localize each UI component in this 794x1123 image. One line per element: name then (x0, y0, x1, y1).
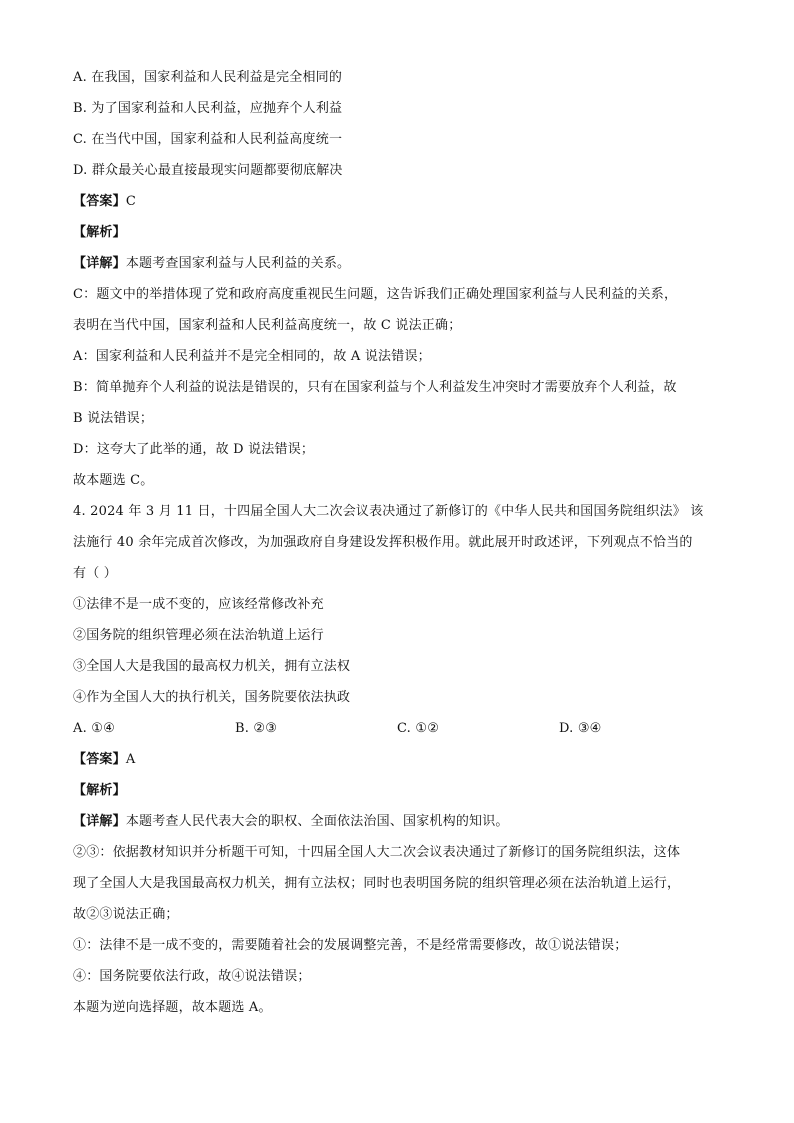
q3-detail-line: 【详解】本题考查国家利益与人民利益的关系。 (73, 256, 351, 271)
q4-option-a: A. ①④ (73, 721, 115, 736)
q3-option-a: A. 在我国，国家利益和人民利益是完全相同的 (73, 70, 343, 85)
answer-tag: 【答案】 (73, 752, 126, 767)
detail-tag: 【详解】 (73, 256, 126, 271)
q3-detail-line: A：国家利益和人民利益并不是完全相同的，故 A 说法错误； (73, 349, 431, 364)
q4-detail-line: 现了全国人大是我国最高权力机关，拥有立法权；同时也表明国务院的组织管理必须在法治轨道上运行， (73, 876, 681, 891)
q3-detail-line: B：简单抛弃个人利益的说法是错误的，只有在国家利益与个人利益发生冲突时才需要放弃个人利益，故 (73, 380, 677, 395)
q4-stem-line: 有（ ） (73, 566, 117, 581)
q3-detail-line: B 说法错误； (73, 411, 154, 426)
q3-answer (73, 186, 723, 217)
q4-statement: ②国务院的组织管理必须在法治轨道上运行 (73, 628, 324, 643)
q4-detail-line: 故②③说法正确； (73, 907, 179, 922)
detail-tag: 【详解】 (73, 814, 126, 829)
q4-statement: ④作为全国人大的执行机关，国务院要依法执政 (73, 690, 351, 705)
q4-option-b: B. ②③ (235, 721, 278, 736)
q4-statement: ①法律不是一成不变的，应该经常修改补充 (73, 597, 324, 612)
q4-option-d: D. ③④ (559, 721, 602, 736)
q4-option-c: C. ①② (397, 721, 440, 736)
q3-option-d: D. 群众最关心最直接最现实问题都要彻底解决 (73, 163, 343, 178)
q4-detail-line: ④：国务院要依法行政，故④说法错误； (73, 969, 311, 984)
q4-stem-line: 法施行 40 余年完成首次修改，为加强政府自身建设发挥积极作用。就此展开时政述评，下列观点不恰当的 (73, 535, 693, 550)
q3-detail-line: C：题文中的举措体现了党和政府高度重视民生问题，这告诉我们正确处理国家利益与人民利益的关系， (73, 287, 678, 302)
q3-analysis-tag: 【解析】 (73, 225, 126, 240)
answer-tag: 【答案】 (73, 194, 126, 209)
q4-detail-line: 【详解】本题考查人民代表大会的职权、全面依法治国、国家机构的知识。 (73, 814, 509, 829)
q3-detail-line: 故本题选 C。 (73, 473, 154, 488)
q3-option-b: B. 为了国家利益和人民利益，应抛弃个人利益 (73, 101, 343, 116)
q4-options (73, 713, 723, 744)
q4-detail-line: ②③：依据教材知识并分析题干可知，十四届全国人大二次会议表决通过了新修订的国务院组织法，这体 (73, 845, 681, 860)
q4-statement: ③全国人大是我国的最高权力机关，拥有立法权 (73, 659, 351, 674)
q4-detail-line: 本题为逆向选择题，故本题选 A。 (73, 1000, 272, 1015)
q3-detail-line: D：这夸大了此举的通，故 D 说法错误； (73, 442, 315, 457)
q4-answer (73, 744, 723, 775)
q4-detail-line: ①：法律不是一成不变的，需要随着社会的发展调整完善，不是经常需要修改，故①说法错误； (73, 938, 628, 953)
q3-detail-line: 表明在当代中国，国家利益和人民利益高度统一，故 C 说法正确； (73, 318, 462, 333)
document-page (73, 62, 723, 1023)
q3-option-c: C. 在当代中国，国家利益和人民利益高度统一 (73, 132, 343, 147)
q4-analysis-tag: 【解析】 (73, 783, 126, 798)
q4-stem-line: 4. 2024 年 3 月 11 日，十四届全国人大二次会议表决通过了新修订的《中华人民共和国国务院组织法》 该 (73, 504, 704, 519)
answer-value: C (125, 194, 136, 209)
answer-value: A (125, 752, 136, 767)
